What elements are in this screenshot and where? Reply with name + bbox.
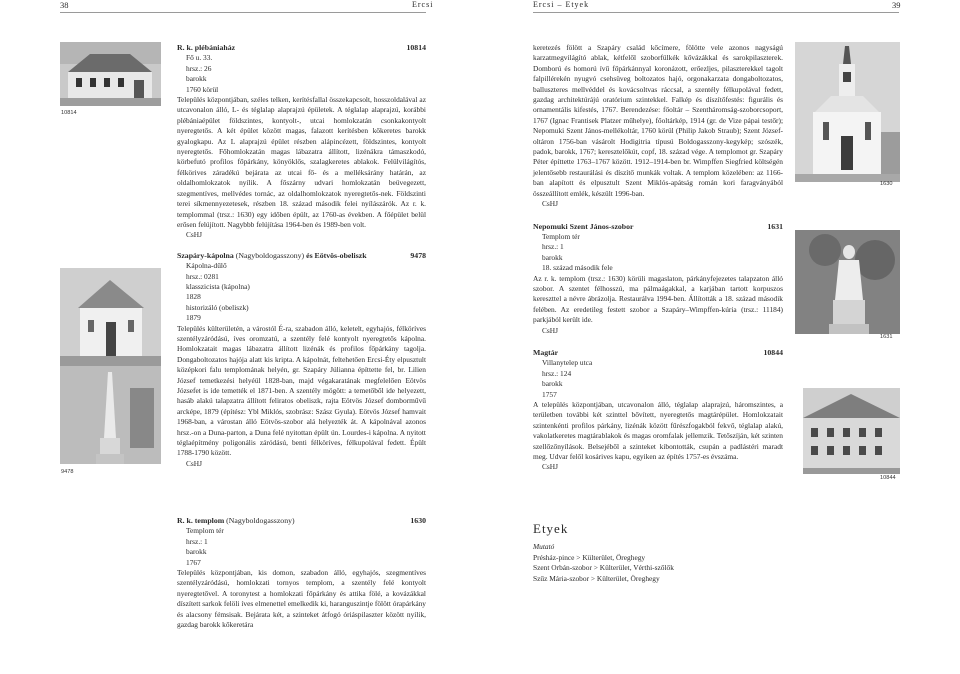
entry-magtar [533, 348, 783, 473]
meta-line: barokk [186, 74, 207, 84]
meta-line: hrsz.: 1 [186, 536, 208, 546]
entry-title: Nepomuki Szent János-szobor [533, 221, 634, 231]
header-rule-right [533, 12, 899, 13]
left-text-column-bottom [177, 516, 426, 630]
entry-text: Település központjában, kis domon, szabadon álló, egyhajós, szegmentíves szentélyzáródású, homlokzati tornyos templom, a szentély felé kontyolt nyeregtetővel. A toronytest a homlokzati főpárkány és attika fölé, a kovázákkal díszített sarkok felöli íves elmenettel emelkedik ki, haranguszintje fölött órapárkány és alacsony fémsisak. Bejárata két, a szinteket átfogó óriáspilaszter között nyílik, gazdag barokk kőkeretára [177, 568, 426, 630]
granary-photo [803, 388, 900, 474]
meta-line: 1828 [186, 292, 201, 302]
meta-line: hrsz.: 124 [542, 368, 572, 378]
running-head-left: Ercsi [412, 0, 434, 9]
entry-szapary-kapolna [177, 251, 426, 470]
entry-title: R. k. plébániaház [177, 43, 236, 52]
entry-meta [533, 358, 783, 400]
entry-plebaniahaz [177, 43, 426, 241]
meta-line: 18. század második fele [542, 263, 613, 273]
entry-rk-templom [177, 516, 426, 630]
chapel-obelisk-photo [60, 268, 161, 464]
meta-line: 1760 körül [186, 84, 219, 94]
meta-line: Templom tér [542, 231, 580, 241]
index-subheading: Mutató [533, 542, 555, 552]
left-text-column [177, 43, 426, 469]
photo-label-1631: 1631 [880, 334, 893, 340]
photo-label-10814: 10814 [61, 110, 77, 116]
entry-number: 1630 [410, 516, 426, 525]
right-text-column [533, 43, 783, 473]
entry-meta [533, 232, 783, 274]
entry-text: Az r. k. templom (trsz.: 1630) körüli magaslaton, párkányfejezetes talapzaton álló szobor. A szentet félhosszú, ma pálmaágakkal, a karjában tartott korpuszos kereszttel a névre ábrázolja. Restaurálva 1994-ben. Állították a 18. század második felében. Az eredetileg festett szobor a Szapáry–Wimpffen-kúria (trsz.: 11184) parkjából került ide. [533, 273, 783, 325]
meta-line: barokk [542, 252, 563, 262]
entry-text: Település központjában, széles telken, kerítésfallal összekapcsolt, hosszoldalával az utcavonalon álló, L- és téglalap alaprajzú épületek. A téglalap alaprajzú, korábbi plébániaépület földszintes, kontyolt-, utcai homlokzatán csonkakontyolt nyeregtetős. A két épület között magas, falazott kerítésben kőkeretes barokk gyalogkapu. Az L alaprajzú épület részben alápincézett, földszintes, kontyolt nyeregtetős. Főhomlokzatán magas lábazatra állított, lizénákra támaszkodó, körbefutó profilos főpárkány, könyöklős, szalagkeretes ablakok. Felülvilágítós, félkörives záradékú bejárata az utcai fő- és a melléksárány határán, az oldalhomlokzatok nyílik. A főszárny udvari homlokzatán beüvegezett, szegmentíves, mellvédes tornác, az oldalhomlokzatok nyeregtetős-nek. Földszinti terei síkmennyezetesek, részben 18. század második felei nyílászárók. Az r. k. templommal (trsz.: 1630) egy időben épült, az 1760-as években. A főépület belül erősen felújított. Nagybbb felújítása 1964-ben és 1989-ben volt. [177, 95, 426, 229]
running-head-right: Ercsi – Etyek [533, 0, 590, 9]
entry-signature: CsHJ [186, 458, 203, 468]
meta-line: 1767 [186, 557, 201, 567]
entry-number: 9478 [410, 250, 426, 260]
page-number-right: 39 [892, 0, 901, 10]
header-rule-left [60, 12, 426, 13]
meta-line: Villanytelep utca [542, 358, 593, 368]
entry-text: keretezés fölött a Szapáry család kőcímere, fölötte vele azonos nagyságú karzatmegvilágító ablak, kétfelől szoborfülkék kővázákkal és sarokpilaszterek. Domború és homorú ívű főpárkánnyal koronázott, erőezljes, pilaszterekkel tagolt falpillérekén nyugvó csehsüveg boltozatos hajó, orgonakarzata dongaboltozatos, balluszteres mellvéddel és kovácsoltvas ráccsal, a szentély félkupolával fedett, gazdag architektúrájú oratórium szintekkel. Falkép és díszítőfestés: figurális és ornamentális kifestés, 1767. Berendezése: főoltár – Szentháromság-szoborcsoport, 1767 (Ignac Frantisek Platzer műhelye), főoltárkép, 1914 (gr. de Vize pápai testőr); Nepomuki Szent János-mellékoltár, 1760 körül (Philip Jakob Straub); Szent József-oltáron 1756-ban vásárolt Hodigitria típusú Boldogasszony-kegykép; szószék, padok, barokk, 1767; keresztelőkút, copf, 18. század vége. A templomot gr. Szapáry Péter építtette 1763–1767 között. 1912–1914-ben br. Wimpffen Siegfried költségén jelentősebb restaurálási és díszítő munkák voltak. A templom közelében: az 1166-ban alapított és elpusztult Szent Miklós-apátság román kori faragványából összeállított emlék, készült 1996-ban. [533, 43, 783, 198]
entry-templom-continuation [533, 43, 783, 210]
index-item: Szűz Mária-szobor > Külterület, Öreghegy [533, 573, 660, 583]
meta-line: 1879 [186, 313, 201, 323]
entry-signature: CsHJ [186, 230, 203, 240]
entry-meta [177, 526, 426, 568]
entry-signature: CsHJ [542, 199, 559, 209]
entry-text: Település külterületén, a várostól É-ra, szabadon álló, keletelt, egyhajós, félköríves szentélyzáródású, íves oromzatú, a szentély felé kontyolt nyeregtetős kápolna. Homlokzatait magas lábazatra állított lizénák és profilos főpárkány tagolja. Dongaboltozatos hajója alatt kis kripta. A kápolnát, feltehetően Ercsi-Éty elpusztult középkori falu templomának helyén, gr. Szapáry Júlianna építtette fel, br. Lilien József temetkezési helyéül 1828-ban, majd végakaratának megfelelően Eötvös Józsefet is ide temették el 1871-ben. A szentély mögött: a temetőből ide helyezett, hasáb alakú talapzatra állított feliratos obeliszk, rajta Eötvös József domborművű arcképe, 1879 (építész: Ybl Miklós, szobrász: Szász Gyula). Eötvös József hamvait 1968-ban, a várostan álló Eötvös-szobor alá helyezték át. A kápolnával azonos hrsz.-on a Duna-parton, a Duna felé nyitottan épült ún. Lourdes-i kápolna. A nyitott téglaépítmény poligonális záródású, benti félköríves, félkupolával fedett. Épült 1788-1790 között. [177, 323, 426, 458]
entry-nepomuki-szobor [533, 222, 783, 336]
meta-line: klasszicista (kápolna) [186, 281, 250, 291]
entry-title: Magtár [533, 347, 559, 357]
meta-line: Fő u. 33. [186, 53, 213, 63]
photo-label-1630: 1630 [880, 181, 893, 187]
index-item: Szent Orbán-szobor > Külterület, Vérthi-szőlők [533, 563, 674, 573]
photo-label-10844: 10844 [880, 475, 896, 481]
entry-text: A település központjában, utcavonalon álló, téglalap alaprajzú, háromszintes, a területben további két szinttel bővített, nyeregtetős magtárépület. Homlokzatait szintenkénti profilos párkány, lizénák között fűrészfogakból fekvő, téglalap alakú, vakolatkeretes magtárablakok és magas oromfalak jellemzik. Tetőszíján, két szinten szellőzőnyílások. Belsejéből a szinteket kibontották, csupán a padlástéri maradt meg. Udvar felől kosárives kapu, egyiken az építés 1757-es évszáma. [533, 400, 783, 462]
photo-label-9478: 9478 [61, 469, 74, 475]
entry-title: Szapáry-kápolna (Nagyboldogasszony) és Eötvös-obeliszk [177, 250, 367, 260]
entry-signature: CsHJ [542, 462, 559, 472]
meta-line: Templom tér [186, 526, 224, 536]
entry-meta [177, 261, 426, 323]
index-item: Présház-pince > Külterület, Öreghegy [533, 552, 646, 562]
meta-line: 1757 [542, 389, 557, 399]
church-photo [795, 42, 900, 182]
entry-number: 10844 [763, 347, 783, 357]
meta-line: barokk [186, 547, 207, 557]
meta-line: hrsz.: 26 [186, 63, 212, 73]
meta-line: hrsz.: 1 [542, 242, 564, 252]
statue-photo [795, 230, 900, 334]
meta-line: Kápolna-dűlő [186, 261, 227, 271]
entry-meta [177, 53, 426, 95]
entry-number: 10814 [406, 43, 426, 52]
meta-line: hrsz.: 0281 [186, 271, 219, 281]
etyek-section [533, 521, 783, 584]
entry-title: R. k. templom (Nagyboldogasszony) [177, 516, 295, 525]
house-photo [60, 42, 161, 106]
meta-line: historizáló (obeliszk) [186, 302, 249, 312]
page-number-left: 38 [60, 0, 69, 10]
meta-line: barokk [542, 379, 563, 389]
section-heading: Etyek [533, 521, 569, 536]
entry-number: 1631 [767, 221, 783, 231]
entry-signature: CsHJ [542, 325, 559, 335]
